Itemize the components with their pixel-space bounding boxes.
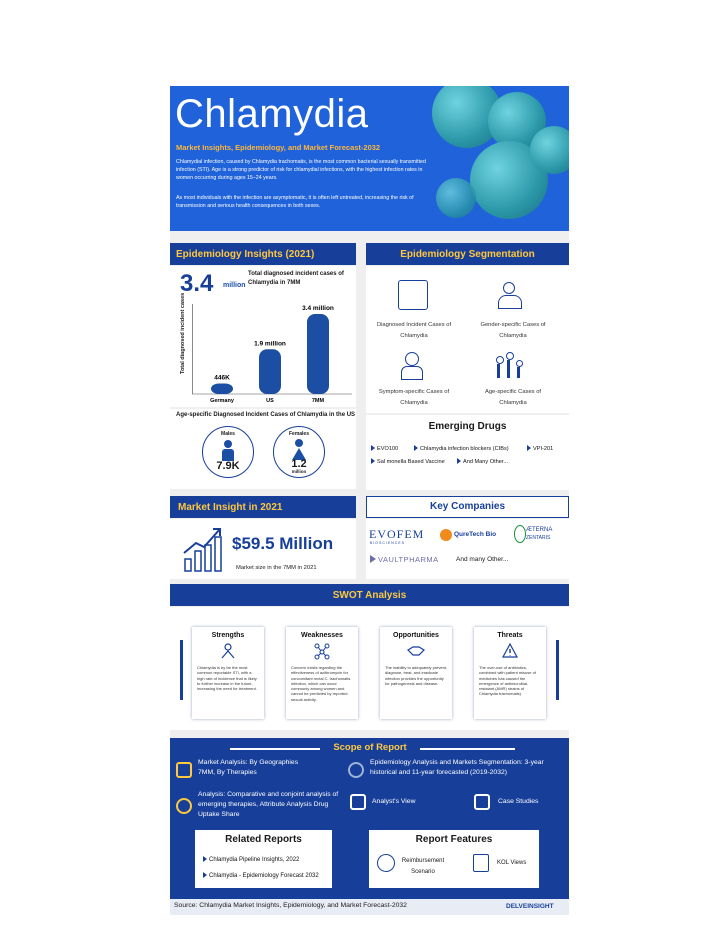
seg-item-3: Symptom-specific Cases of Chlamydia xyxy=(378,389,450,406)
case-study-icon xyxy=(474,794,490,810)
arrow-icon xyxy=(203,872,207,878)
feature-kol: KOL Views xyxy=(497,860,527,866)
arrow-icon xyxy=(527,445,531,451)
emerging-drugs-panel xyxy=(366,415,569,490)
market-size-value: $59.5 Million xyxy=(232,534,334,553)
hero-subtitle: Market Insights, Epidemiology, and Market Forecast-2032 xyxy=(176,143,381,152)
hero-title: Chlamydia xyxy=(175,92,369,136)
report-features-box xyxy=(369,830,539,888)
hero-description-2: As most individuals with the infection are asymptomatic, it is often left untreated, increasing the risk of transmission and serious health consequences in both sexes. xyxy=(176,195,414,209)
females-value: 1.2 xyxy=(291,458,307,470)
scope-item-2: Epidemiology Analysis and Markets Segmentation: 3-year historical and 11-year forecasted (2019-2032) xyxy=(370,759,544,776)
symptom-icon xyxy=(398,350,428,380)
swot-card-strengths xyxy=(192,627,264,719)
related-report-link[interactable]: Chlamydia Pipeline Insights, 2022 xyxy=(203,856,299,863)
bar-germany xyxy=(211,384,233,394)
gender-icon xyxy=(494,280,524,310)
y-axis-label: Total diagnosed incident cases xyxy=(180,292,186,374)
evofem-logo: EVOFEM xyxy=(369,527,425,541)
epi-segmentation-header: Epidemiology Segmentation xyxy=(366,243,569,265)
seg-item-4: Age-specific Cases of Chlamydia xyxy=(484,389,542,406)
growth-chart-icon xyxy=(182,525,226,573)
swot-text: Chlamydia is by far the most common reportable STI, with a high rate of incidence that is likely to further increase in the future, increasing the need for treatment. xyxy=(197,665,257,692)
scope-item-4: Analyst's View xyxy=(372,798,416,805)
females-unit: million xyxy=(291,469,307,474)
scope-panel xyxy=(170,738,569,899)
swot-title: Weaknesses xyxy=(301,632,343,639)
drug-item: And Many Other... xyxy=(457,458,508,465)
big-number-caption: Total diagnosed incident cases of Chlamydia in 7MM xyxy=(248,271,344,286)
swot-title: Threats xyxy=(497,632,523,639)
data-label: 3.4 million xyxy=(302,305,334,312)
swot-text: Concern exists regarding the effectiveness of azithromycin for concomitant rectal C. trachomatis infection, which can occur commonly among women and cannot be predicted by reported sexual activity. xyxy=(291,665,351,702)
strength-icon xyxy=(219,642,237,660)
female-icon xyxy=(295,439,303,447)
swot-title: Strengths xyxy=(211,632,245,639)
quretech-logo-mark xyxy=(440,529,452,541)
key-companies-panel xyxy=(366,519,569,579)
market-size-caption: Market size in the 7MM in 2021 xyxy=(236,565,317,571)
bar-7mm xyxy=(307,314,329,394)
data-label: 1.9 million xyxy=(254,340,286,348)
key-companies-header: Key Companies xyxy=(366,496,569,518)
males-circle xyxy=(202,426,254,478)
arrow-icon xyxy=(203,856,207,862)
scope-item-3: Analysis: Comparative and conjoint analysis of emerging therapies, Attribute Analysis Drug Uptake Share xyxy=(198,791,339,818)
epi-insights-header: Epidemiology Insights (2021) xyxy=(170,243,356,265)
swot-card-threats xyxy=(474,627,546,719)
hero-banner xyxy=(170,86,569,231)
analysis-icon xyxy=(176,762,192,778)
arrow-icon xyxy=(371,458,375,464)
footer-source: Source: Chlamydia Market Insights, Epidemiology, and Market Forecast-2032 xyxy=(174,902,407,909)
x-tick-label: US xyxy=(266,398,274,404)
age-specific-panel xyxy=(170,409,356,489)
evofem-logo-sub: BIOSCIENCES xyxy=(370,541,405,545)
females-circle xyxy=(273,426,325,478)
drug-item: EVO100 xyxy=(371,445,398,452)
swot-text: The over-use of antibiotics, combined with patient misuse of medicines has caused the emergence of antimicrobial-resistant (AMR) strains of Chlamydia trachomatis). xyxy=(479,665,536,697)
globe-icon xyxy=(348,762,364,778)
big-number-unit: million xyxy=(223,282,246,289)
epi-bar-chart xyxy=(192,290,352,405)
data-label: 446K xyxy=(214,374,230,382)
males-label: Males xyxy=(221,431,235,437)
quretech-logo: QureTech Bio xyxy=(454,531,497,538)
age-group-icon xyxy=(494,350,524,380)
segmentation-panel xyxy=(366,266,569,413)
analyst-icon xyxy=(350,794,366,810)
aeterna-logo: ÆTERNA xyxy=(526,527,553,533)
market-insight-panel xyxy=(170,519,356,579)
seg-item-2: Gender-specific Cases of Chlamydia xyxy=(480,322,546,339)
scope-divider xyxy=(230,748,320,750)
bar-us xyxy=(259,349,281,394)
swot-card-weaknesses xyxy=(286,627,358,719)
feature-reimbursement: Reimbursement Scenario xyxy=(401,858,445,875)
swot-text: The inability to adequately prevent, diagnose, treat, and eradicate infection provides the opportunity for pathogenesis and disease. xyxy=(385,665,448,686)
swot-card-opportunities xyxy=(380,627,452,719)
females-label: Females xyxy=(288,431,309,437)
network-icon xyxy=(313,642,331,660)
age-specific-title: Age-specific Diagnosed Incident Cases of Chlamydia in the US xyxy=(176,412,356,418)
x-tick-label: Germany xyxy=(210,398,234,404)
arrow-icon xyxy=(457,458,461,464)
delveinsight-logo: DELVEINSIGHT xyxy=(506,903,554,910)
seg-item-1: Diagnosed Incident Cases of Chlamydia xyxy=(376,322,452,339)
x-tick-label: 7MM xyxy=(311,398,325,404)
arrow-icon xyxy=(371,445,375,451)
document-icon xyxy=(473,854,489,872)
drug-item: Sal monella Based Vaccine xyxy=(371,458,445,465)
drug-item: Chlamydia infection blockers (CIBs) xyxy=(414,445,509,452)
handshake-icon xyxy=(407,642,425,660)
aeterna-logo-mark xyxy=(514,525,526,543)
market-insight-header: Market Insight in 2021 xyxy=(170,496,356,518)
vaultpharma-logo-mark xyxy=(370,555,376,563)
scope-divider xyxy=(420,748,515,750)
related-report-link[interactable]: Chlamydia - Epidemiology Forecast 2032 xyxy=(203,872,319,879)
vaultpharma-logo: VAULTPHARMA xyxy=(378,555,439,564)
footer-bar xyxy=(170,899,569,915)
swot-title: Opportunities xyxy=(393,632,439,639)
threat-icon xyxy=(501,642,519,660)
virus-image xyxy=(436,178,476,218)
big-number: 3.4 xyxy=(180,270,214,297)
swot-accent xyxy=(556,640,559,700)
males-value: 7.9K xyxy=(216,460,240,472)
drug-item: VPI-201 xyxy=(527,445,553,452)
scope-header: Scope of Report xyxy=(333,742,407,753)
emerging-drugs-header: Emerging Drugs xyxy=(428,421,507,432)
epi-chart-panel xyxy=(170,266,356,407)
reimbursement-icon xyxy=(377,854,395,872)
related-reports-header: Related Reports xyxy=(225,834,302,845)
more-companies: And many Other... xyxy=(456,556,509,563)
hero-description: Chlamydial infection, caused by Chlamydia trachomatis, is the most common bacterial sexually transmitted infection (STI). Age is a strong predictor of risk for chlamydial infections, with the highest infection rates in women occurring during ages 15–24 years. xyxy=(176,159,426,181)
clipboard-icon xyxy=(398,280,428,310)
swot-accent xyxy=(180,640,183,700)
check-icon xyxy=(176,798,192,814)
arrow-icon xyxy=(414,445,418,451)
scope-item-1: Market Analysis: By Geographies 7MM, By Therapies xyxy=(198,759,299,776)
related-reports-box xyxy=(195,830,332,888)
aeterna-logo-sub: ZENTARIS xyxy=(526,535,551,541)
male-icon xyxy=(224,440,232,448)
swot-header: SWOT Analysis xyxy=(170,584,569,606)
report-features-header: Report Features xyxy=(415,834,493,845)
scope-item-5: Case Studies xyxy=(498,798,539,805)
